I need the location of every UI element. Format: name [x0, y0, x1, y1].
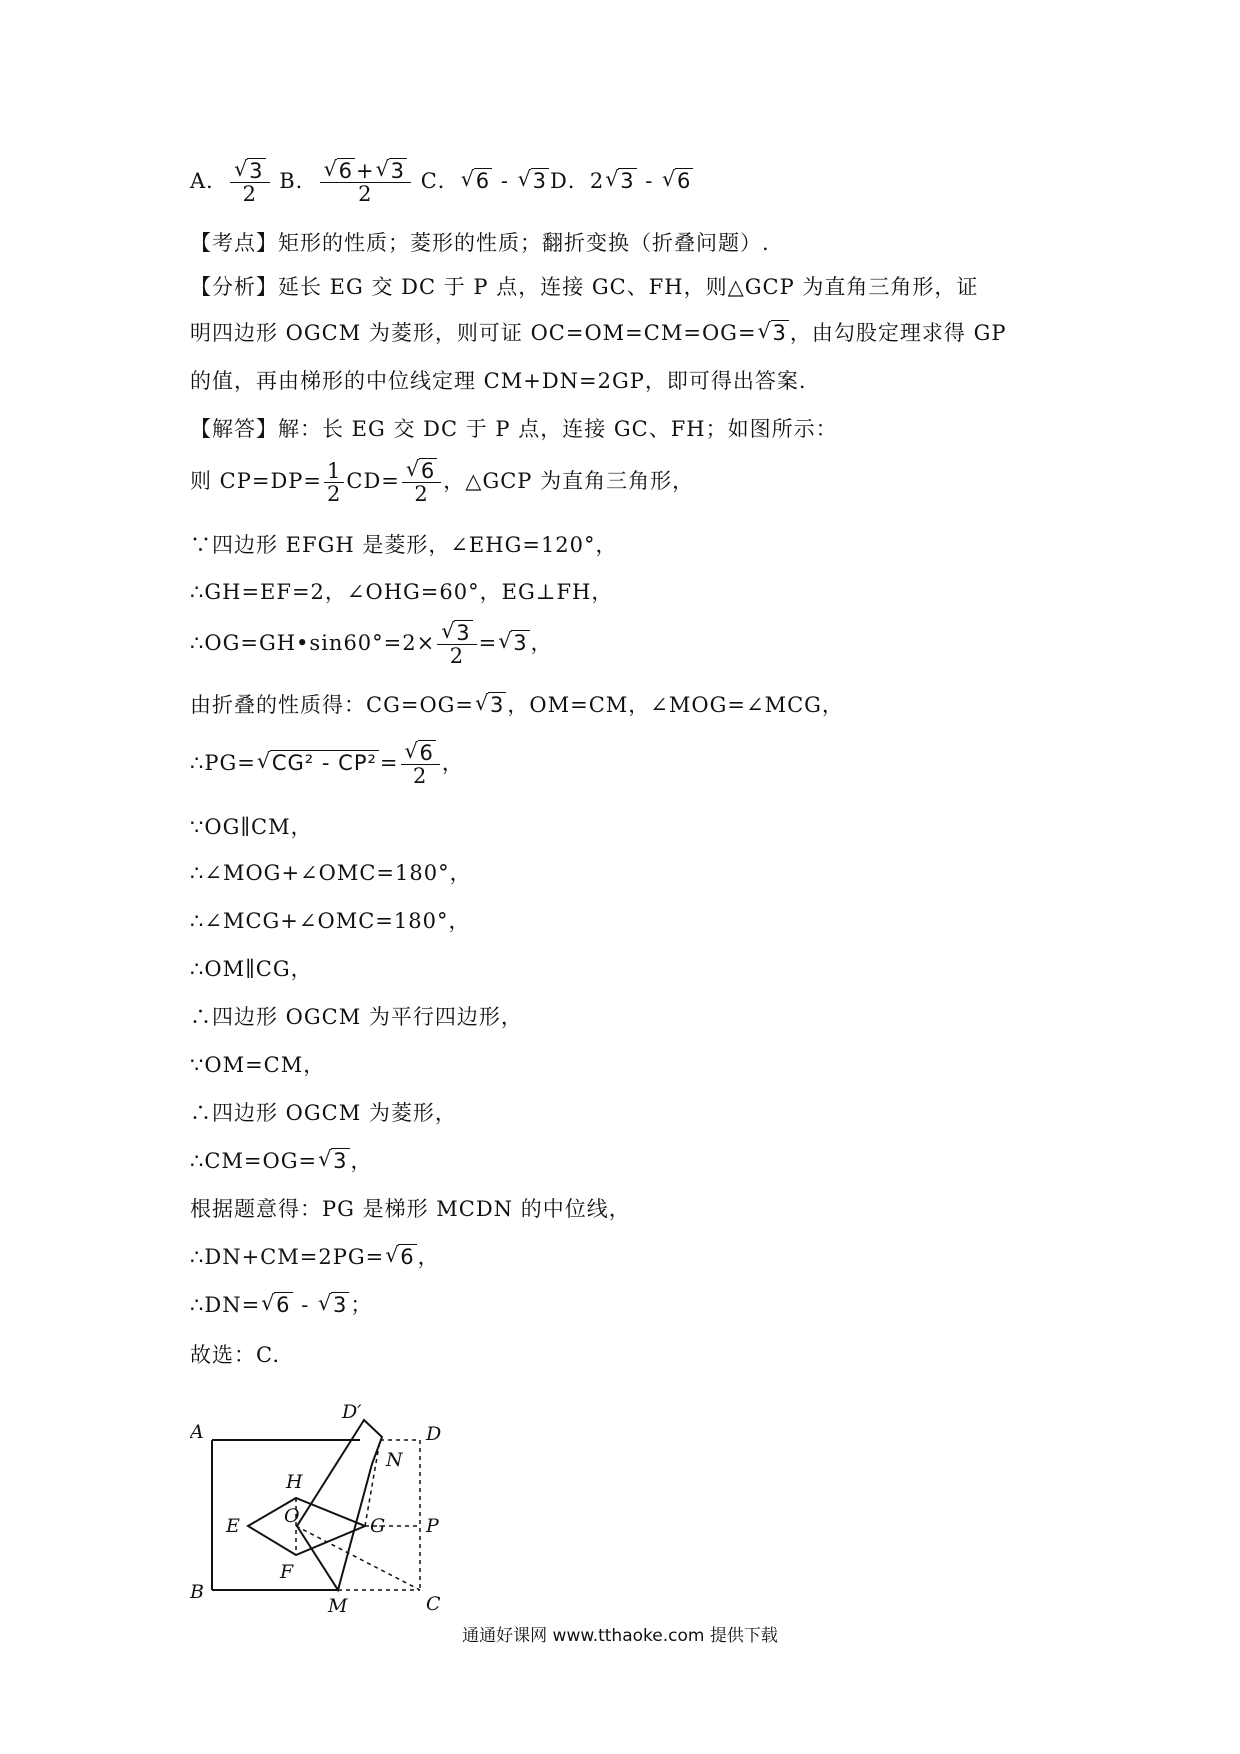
jieda-line-7 — [190, 742, 464, 787]
jieda-line-4: ∴GH=EF=2，∠OHG=60°，EG⊥FH， — [190, 580, 614, 604]
label-M: M — [328, 1595, 348, 1615]
jieda-l6-radicand: 3 — [490, 693, 505, 717]
fenxi-line-2 — [190, 318, 1007, 348]
jieda-l6-tail: ，OM=CM，∠MOG=∠MCG， — [507, 693, 844, 717]
jieda-l7-tail: ， — [441, 751, 464, 775]
jieda-l17-tail: ， — [417, 1245, 440, 1269]
jieda-l5-radicand-2: 3 — [513, 631, 528, 655]
jieda-l7-frac-radicand: 6 — [419, 741, 434, 765]
option-a-denominator: 2 — [242, 182, 258, 206]
jieda-line-9: ∴∠MOG+∠OMC=180°， — [190, 861, 472, 885]
jieda-l18-text: ∴DN= — [190, 1293, 261, 1317]
option-c-radicand-1: 6 — [475, 169, 491, 193]
jieda-l5-tail: ， — [530, 631, 553, 655]
rhombus-EFGH — [248, 1498, 365, 1555]
jieda-l7-frac — [401, 742, 440, 787]
option-b-fraction — [320, 160, 411, 205]
fenxi-line-2-tail: ，由勾股定理求得 GP — [789, 321, 1007, 345]
label-B: B — [190, 1581, 204, 1603]
option-a-label: A． — [190, 169, 229, 193]
jieda-line-11: ∴OM∥CG， — [190, 957, 313, 981]
option-d-radicand-2: 6 — [677, 169, 692, 193]
label-D-prime: D′ — [342, 1401, 362, 1423]
jieda-l5-den: 2 — [449, 644, 465, 668]
option-b-label: B． — [279, 169, 318, 193]
jieda-line-13: ∵OM=CM， — [190, 1053, 326, 1077]
jieda-l7-den: 2 — [413, 764, 428, 788]
jieda-line-5 — [190, 622, 553, 667]
jieda-l17-radicand: 6 — [400, 1245, 415, 1269]
options-line — [190, 160, 694, 205]
fenxi-line-1: 【分析】延长 EG 交 DC 于 P 点，连接 GC、FH，则△GCP 为直角三角形，证 — [190, 275, 979, 299]
option-d-radicand-1: 3 — [620, 169, 635, 193]
option-c-minus: - — [493, 169, 517, 193]
line-OC — [296, 1526, 420, 1590]
jieda-l18-sqrt-1 — [261, 1290, 292, 1320]
option-d-sqrt-1 — [605, 166, 636, 196]
option-c-sqrt-1 — [461, 166, 492, 196]
page-footer: 通通好课网 www.tthaoke.com 提供下载 — [462, 1626, 778, 1646]
jieda-line-3: ∵四边形 EFGH 是菱形，∠EHG=120°， — [190, 533, 618, 557]
label-N: N — [386, 1449, 403, 1471]
jieda-l2-half-num: 1 — [324, 460, 344, 483]
option-b-plus: + — [356, 159, 375, 183]
label-O: O — [284, 1505, 300, 1527]
label-E: E — [226, 1515, 240, 1537]
jieda-l2-radicand: 6 — [420, 459, 436, 483]
jieda-l2-text: 则 CP=DP= — [190, 469, 323, 493]
jieda-l2-half-den: 2 — [327, 482, 342, 506]
kaodian-line: 【考点】矩形的性质；菱形的性质；翻折变换（折叠问题）. — [190, 231, 770, 255]
jieda-line-14: ∴四边形 OGCM 为菱形， — [190, 1101, 457, 1125]
option-c-radicand-2: 3 — [532, 169, 547, 193]
option-a-radicand: 3 — [249, 159, 264, 183]
option-d-minus: - — [637, 169, 662, 193]
jieda-line-12: ∴四边形 OGCM 为平行四边形， — [190, 1005, 523, 1029]
label-A: A — [190, 1421, 204, 1443]
jieda-l18-radicand-2: 3 — [333, 1293, 348, 1317]
jieda-l2-tail: ，△GCP 为直角三角形， — [443, 469, 695, 493]
label-G: G — [370, 1515, 386, 1537]
fenxi-line-2-text: 明四边形 OGCM 为菱形，则可证 OC=OM=CM=OG= — [190, 321, 757, 345]
jieda-l2-den: 2 — [414, 482, 429, 506]
jieda-l15-tail: ， — [350, 1149, 373, 1173]
jieda-l15-radicand: 3 — [333, 1149, 348, 1173]
jieda-line-15 — [190, 1146, 373, 1176]
jieda-l5-eq: = — [478, 631, 498, 655]
jieda-l2-cd: CD= — [346, 469, 400, 493]
jieda-line-16: 根据题意得：PG 是梯形 MCDN 的中位线， — [190, 1197, 631, 1221]
fenxi-sqrt — [758, 318, 789, 348]
jieda-l2-frac — [402, 460, 441, 505]
geometry-figure — [190, 1400, 490, 1615]
jieda-l18-sqrt-2 — [318, 1290, 349, 1320]
jieda-l5-sqrt — [498, 628, 529, 658]
jieda-l5-text: ∴OG=GH•sin60°=2× — [190, 631, 436, 655]
option-d-label: D．2 — [550, 169, 605, 193]
label-C: C — [426, 1593, 441, 1615]
jieda-l18-tail: ； — [350, 1293, 373, 1317]
jieda-line-18 — [190, 1290, 372, 1320]
option-c-sqrt-2 — [518, 166, 549, 196]
option-c-label: C． — [420, 169, 460, 193]
jieda-line-2 — [190, 460, 694, 505]
option-b-radicand-2: 3 — [390, 159, 406, 183]
jieda-line-10: ∴∠MCG+∠OMC=180°， — [190, 909, 471, 933]
jieda-l6-text: 由折叠的性质得：CG=OG= — [190, 693, 475, 717]
jieda-l17-text: ∴DN+CM=2PG= — [190, 1245, 385, 1269]
label-F: F — [280, 1561, 294, 1583]
jieda-line-8: ∵OG∥CM， — [190, 815, 313, 839]
label-P: P — [426, 1515, 439, 1537]
jieda-l15-sqrt — [318, 1146, 349, 1176]
jieda-l6-sqrt — [475, 690, 506, 720]
jieda-l18-radicand-1: 6 — [276, 1293, 291, 1317]
jieda-l5-frac — [437, 622, 476, 667]
jieda-l7-eq: = — [379, 751, 399, 775]
jieda-l5-radicand: 3 — [456, 621, 471, 645]
jieda-l2-half — [324, 460, 344, 505]
label-D: D — [426, 1423, 442, 1445]
jieda-l15-text: ∴CM=OG= — [190, 1149, 318, 1173]
jieda-line-17 — [190, 1242, 440, 1272]
label-H: H — [286, 1471, 303, 1493]
jieda-l17-sqrt — [385, 1242, 416, 1272]
jieda-l18-minus: - — [293, 1293, 317, 1317]
jieda-line-19: 故选：C. — [190, 1343, 280, 1367]
jieda-l7-text: ∴PG= — [190, 751, 256, 775]
fenxi-line-3: 的值，再由梯形的中位线定理 CM+DN=2GP，即可得出答案. — [190, 369, 807, 393]
jieda-line-1: 【解答】解：长 EG 交 DC 于 P 点，连接 GC、FH；如图所示： — [190, 417, 838, 441]
option-b-radicand-1: 6 — [338, 159, 354, 183]
option-b-denominator: 2 — [358, 182, 373, 206]
jieda-l7-radicand: CG² - CP² — [271, 751, 377, 775]
fenxi-radicand: 3 — [772, 321, 787, 345]
option-a-fraction — [230, 160, 269, 205]
jieda-line-6 — [190, 690, 844, 720]
option-d-sqrt-2 — [662, 166, 693, 196]
jieda-l7-sqrt — [257, 748, 379, 778]
